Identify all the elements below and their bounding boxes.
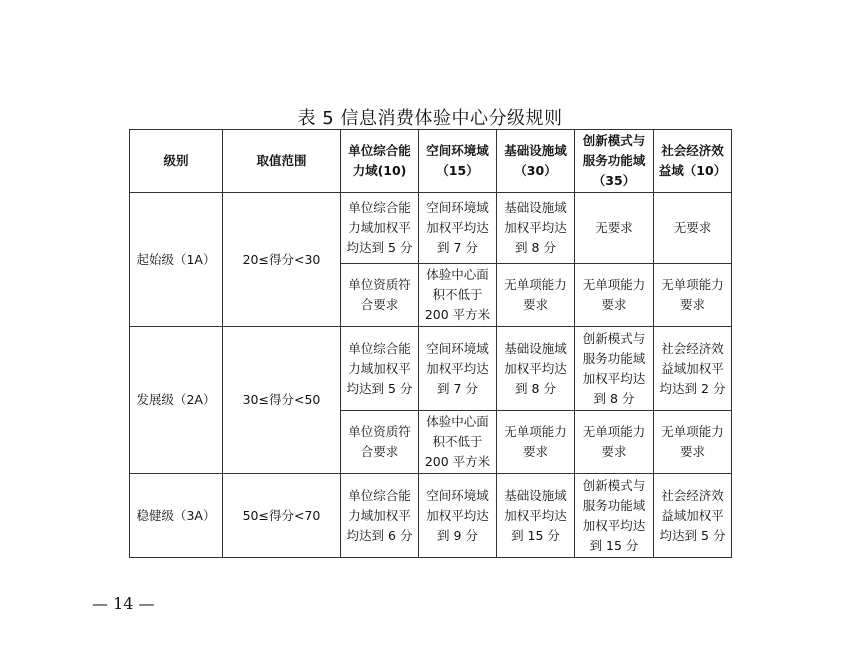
cell: 无单项能力 要求 (654, 411, 732, 474)
page-number: — 14 — (92, 594, 155, 613)
cell: 基础设施域 加权平均达 到 15 分 (497, 474, 575, 558)
cell: 单位综合能 力域加权平 均达到 5 分 (341, 327, 419, 411)
cell: 基础设施域 加权平均达 到 8 分 (497, 327, 575, 411)
level-cell: 发展级（2A） (130, 327, 223, 474)
cell: 无要求 (654, 193, 732, 264)
table-row (130, 193, 732, 264)
header-row (130, 130, 732, 193)
header-space: 空间环境域 （15） (419, 130, 497, 193)
header-infra: 基础设施域 （30） (497, 130, 575, 193)
cell: 单位综合能 力域加权平 均达到 5 分 (341, 193, 419, 264)
cell: 空间环境域 加权平均达 到 7 分 (419, 327, 497, 411)
table-row (130, 327, 732, 411)
cell: 社会经济效 益域加权平 均达到 2 分 (654, 327, 732, 411)
cell: 空间环境域 加权平均达 到 9 分 (419, 474, 497, 558)
cell: 社会经济效 益域加权平 均达到 5 分 (654, 474, 732, 558)
cell: 单位资质符 合要求 (341, 411, 419, 474)
cell: 体验中心面 积不低于 200 平方米 (419, 264, 497, 327)
header-social: 社会经济效 益域（10） (654, 130, 732, 193)
cell: 无单项能力 要求 (497, 264, 575, 327)
cell: 基础设施域 加权平均达 到 8 分 (497, 193, 575, 264)
grading-rules-table (129, 129, 732, 558)
cell: 创新模式与 服务功能域 加权平均达 到 8 分 (575, 327, 654, 411)
cell: 单位资质符 合要求 (341, 264, 419, 327)
table-title: 表 5 信息消费体验中心分级规则 (297, 108, 563, 129)
cell: 无单项能力 要求 (575, 411, 654, 474)
range-cell: 20≤得分<30 (223, 193, 341, 327)
cell: 无单项能力 要求 (575, 264, 654, 327)
level-cell: 稳健级（3A） (130, 474, 223, 558)
header-level: 级别 (130, 130, 223, 193)
table-row (130, 474, 732, 558)
cell: 体验中心面 积不低于 200 平方米 (419, 411, 497, 474)
level-cell: 起始级（1A） (130, 193, 223, 327)
header-innov: 创新模式与 服务功能域 （35） (575, 130, 654, 193)
cell: 单位综合能 力域加权平 均达到 6 分 (341, 474, 419, 558)
header-range: 取值范围 (223, 130, 341, 193)
range-cell: 30≤得分<50 (223, 327, 341, 474)
cell: 创新模式与 服务功能域 加权平均达 到 15 分 (575, 474, 654, 558)
range-cell: 50≤得分<70 (223, 474, 341, 558)
cell: 无要求 (575, 193, 654, 264)
cell: 无单项能力 要求 (654, 264, 732, 327)
header-unit: 单位综合能 力域(10) (341, 130, 419, 193)
cell: 空间环境域 加权平均达 到 7 分 (419, 193, 497, 264)
cell: 无单项能力 要求 (497, 411, 575, 474)
